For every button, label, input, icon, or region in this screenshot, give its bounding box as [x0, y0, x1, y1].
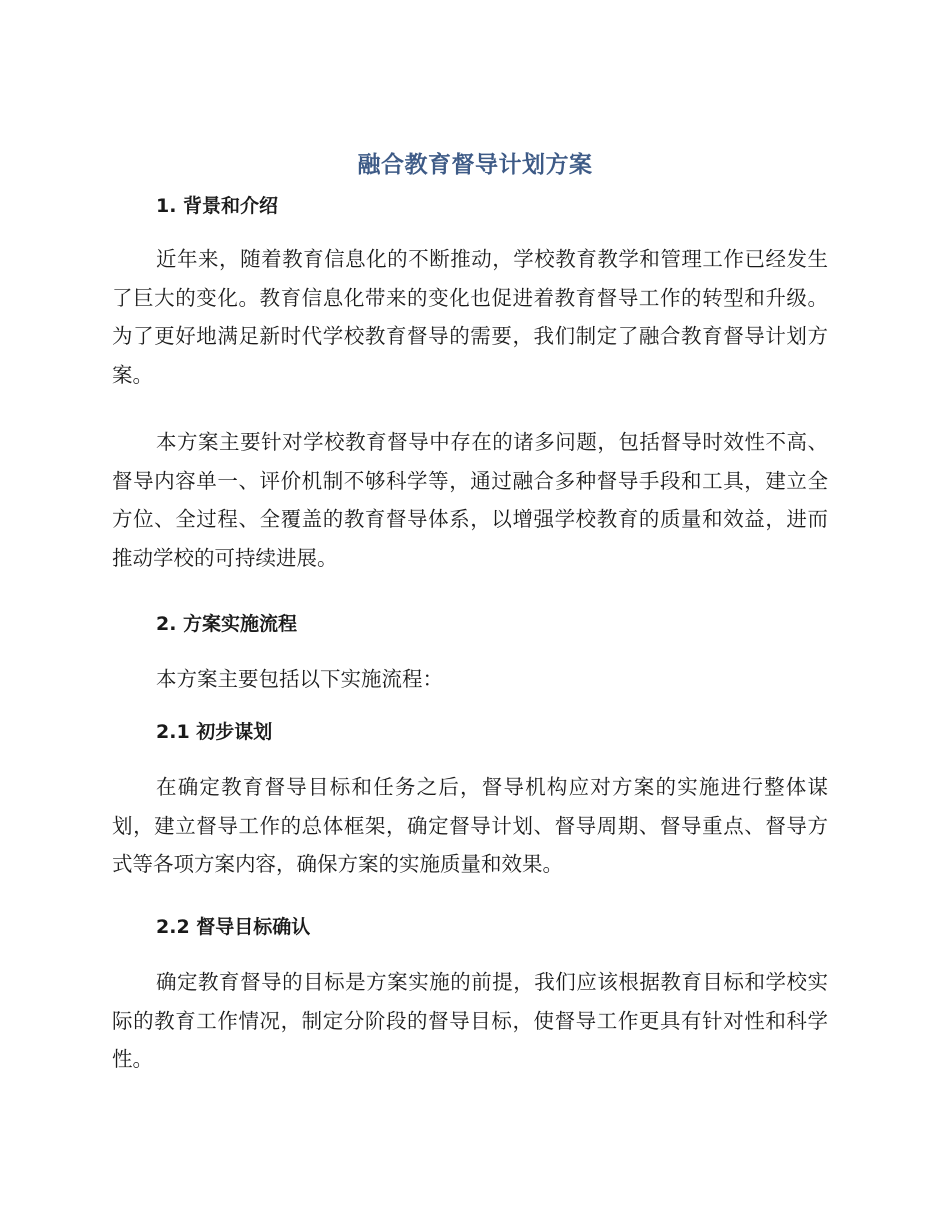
section-heading-preliminary-planning: 2.1 初步谋划	[156, 721, 273, 743]
paragraph-background-1: 近年来，随着教育信息化的不断推动，学校教育教学和管理工作已经发生了巨大的变化。教育信息化带来的变化也促进着教育督导工作的转型和升级。为了更好地满足新时代学校教育督导的需要，我们制定了融合教育督导计划方案。	[112, 247, 828, 387]
paragraph-goal-confirmation: 确定教育督导的目标是方案实施的前提，我们应该根据教育目标和学校实际的教育工作情况，制定分阶段的督导目标，使督导工作更具有针对性和科学性。	[112, 970, 828, 1071]
section-heading-background: 1. 背景和介绍	[156, 195, 279, 217]
document-title: 融合教育督导计划方案	[357, 152, 593, 178]
paragraph-background-2: 本方案主要针对学校教育督导中存在的诸多问题，包括督导时效性不高、督导内容单一、评价机制不够科学等，通过融合多种督导手段和工具，建立全方位、全过程、全覆盖的教育督导体系，以增强学校教育的质量和效益，进而推动学校的可持续进展。	[112, 430, 828, 570]
paragraph-implementation-intro: 本方案主要包括以下实施流程：	[156, 667, 443, 691]
paragraph-preliminary-planning: 在确定教育督导目标和任务之后，督导机构应对方案的实施进行整体谋划，建立督导工作的总体框架，确定督导计划、督导周期、督导重点、督导方式等各项方案内容，确保方案的实施质量和效果。	[112, 775, 828, 876]
section-heading-goal-confirmation: 2.2 督导目标确认	[156, 916, 311, 938]
section-heading-implementation: 2. 方案实施流程	[156, 613, 298, 635]
